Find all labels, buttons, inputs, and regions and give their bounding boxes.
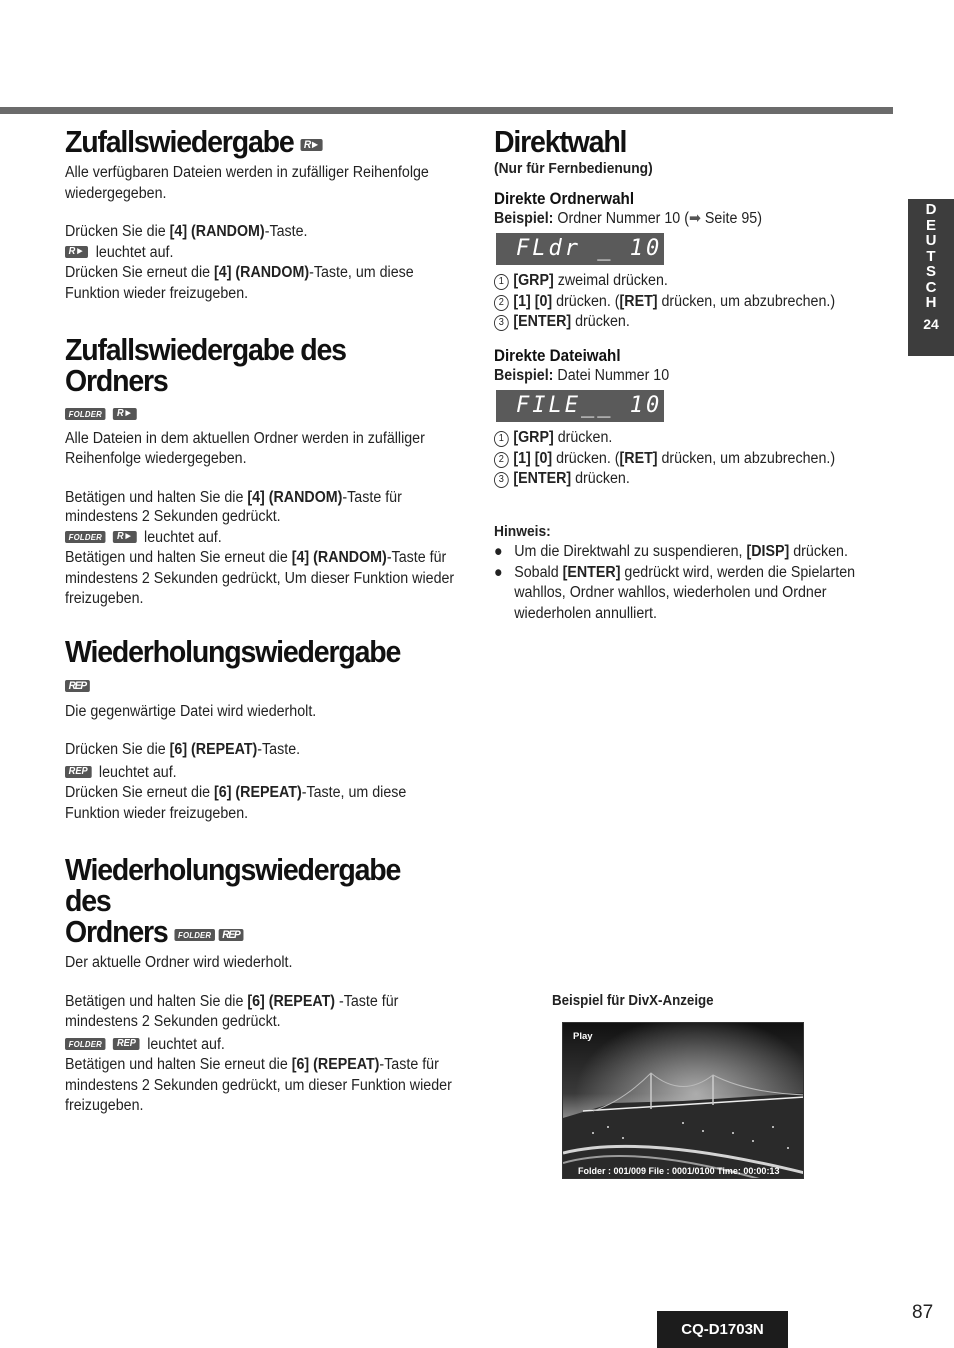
paragraph: Alle Dateien in dem aktuellen Ordner werden in zufälliger Reihenfolge wiedergegeben. xyxy=(65,429,425,467)
step: 1 [GRP] drücken. xyxy=(494,428,890,449)
page-number: 87 xyxy=(912,1302,934,1323)
example: Beispiel: Datei Nummer 10 xyxy=(494,366,670,384)
note-item: ● Sobald [ENTER] gedrückt wird, werden die Spielarten wahllos, Ordner wahllos, wiederholen und Ordner wiederholen annulliert. xyxy=(494,563,856,622)
repeat-icon: REP xyxy=(65,680,90,692)
right-column xyxy=(494,126,889,624)
section-title: Zufallswiedergabe R► xyxy=(65,126,433,157)
divx-display-photo xyxy=(562,1022,804,1179)
section-title: Wiederholungswiedergabe REP xyxy=(65,633,401,692)
folder-icon: FOLDER xyxy=(65,1038,106,1050)
instruction: Drücken Sie die [6] (REPEAT)-Taste. xyxy=(65,741,301,758)
folder-icon: FOLDER xyxy=(174,929,215,941)
indicator-line: R► leuchtet auf. xyxy=(65,243,461,264)
section-title: Wiederholungswiedergabe des Ordners FOLDER REP xyxy=(65,852,401,949)
instruction: Betätigen und halten Sie die [4] (RANDOM)-Taste für mindestens 2 Sekunden gedrückt. xyxy=(65,488,402,525)
indicator-line: REP leuchtet auf. xyxy=(65,763,461,784)
instruction: Betätigen und halten Sie erneut die [6] (REPEAT)-Taste für mindestens 2 Sekunden gedrückt, um dieser Funktion wieder freizugeben. xyxy=(65,1056,452,1114)
subsection-title: Direkte Ordnerwahl xyxy=(494,189,635,208)
lcd-display: FILE__ 10 xyxy=(496,390,664,422)
step: 2 [1] [0] drücken. ([RET] drücken, um abzubrechen.) xyxy=(494,292,890,313)
example: Beispiel: Ordner Nummer 10 (➡ Seite 95) xyxy=(494,209,762,227)
figure-caption: Beispiel für DivX-Anzeige xyxy=(552,993,714,1009)
random-icon: R► xyxy=(65,246,88,258)
model-badge: CQ-D1703N xyxy=(657,1311,788,1348)
random-icon: R► xyxy=(113,531,136,543)
repeat-icon: REP xyxy=(219,929,244,941)
instruction: Drücken Sie erneut die [6] (REPEAT)-Taste, um diese Funktion wieder freizugeben. xyxy=(65,784,407,822)
section-random xyxy=(65,126,465,304)
section-folder-repeat xyxy=(65,854,465,1117)
section-title: Direktwahl xyxy=(494,124,627,159)
play-status: Play xyxy=(573,1031,593,1042)
indicator-line: FOLDER R► leuchtet auf. xyxy=(65,528,461,549)
lcd-display: FLdr _ 10 xyxy=(496,233,664,265)
instruction: Drücken Sie erneut die [4] (RANDOM)-Taste, um diese Funktion wieder freizugeben. xyxy=(65,264,414,302)
step: 1 [GRP] zweimal drücken. xyxy=(494,271,890,292)
folder-icon: FOLDER xyxy=(65,531,106,543)
section-repeat xyxy=(65,633,465,825)
left-column xyxy=(65,126,465,1117)
paragraph: Der aktuelle Ordner wird wiederholt. xyxy=(65,954,293,971)
repeat-icon: REP xyxy=(113,1038,139,1050)
indicator-line: FOLDER REP leuchtet auf. xyxy=(65,1035,461,1056)
section-folder-random xyxy=(65,334,465,610)
folder-icon: FOLDER xyxy=(65,408,106,420)
instruction: Betätigen und halten Sie die [6] (REPEAT) -Taste für mindestens 2 Sekunden gedrückt. xyxy=(65,992,399,1030)
top-rule xyxy=(0,107,893,114)
step: 3 [ENTER] drücken. xyxy=(494,312,890,333)
repeat-icon: REP xyxy=(65,766,91,778)
playback-info: Folder : 001/009 File : 0001/0100 Time: 00:00:13 xyxy=(578,1166,780,1176)
instruction: Drücken Sie die [4] (RANDOM)-Taste. xyxy=(65,223,308,240)
section-title: Zufallswiedergabe des Ordners xyxy=(65,332,346,398)
arrow-right-icon: ➡ xyxy=(688,209,701,227)
instruction: Betätigen und halten Sie erneut die [4] (RANDOM)-Taste für mindestens 2 Sekunden gedrückt, Um dieser Funktion wieder freizugeben. xyxy=(65,549,455,607)
random-icon: R► xyxy=(300,139,322,151)
subsection-title: Direkte Dateiwahl xyxy=(494,346,621,365)
random-icon: R► xyxy=(113,408,136,420)
night-bridge-image xyxy=(563,1023,804,1179)
step: 2 [1] [0] drücken. ([RET] drücken, um abzubrechen.) xyxy=(494,449,890,470)
note-heading: Hinweis: xyxy=(494,522,551,540)
icon-row xyxy=(65,404,461,425)
tab-page-number: 24 xyxy=(923,315,939,332)
subtitle: (Nur für Fernbedienung) xyxy=(494,160,653,177)
note-item: ● Um die Direktwahl zu suspendieren, [DISP] drücken. xyxy=(494,543,848,560)
language-tab: D E U T S C H 24 xyxy=(908,199,954,356)
step: 3 [ENTER] drücken. xyxy=(494,469,890,490)
paragraph: Alle verfügbaren Dateien werden in zufälliger Reihenfolge wiedergegeben. xyxy=(65,164,429,202)
paragraph: Die gegenwärtige Datei wird wiederholt. xyxy=(65,702,317,720)
